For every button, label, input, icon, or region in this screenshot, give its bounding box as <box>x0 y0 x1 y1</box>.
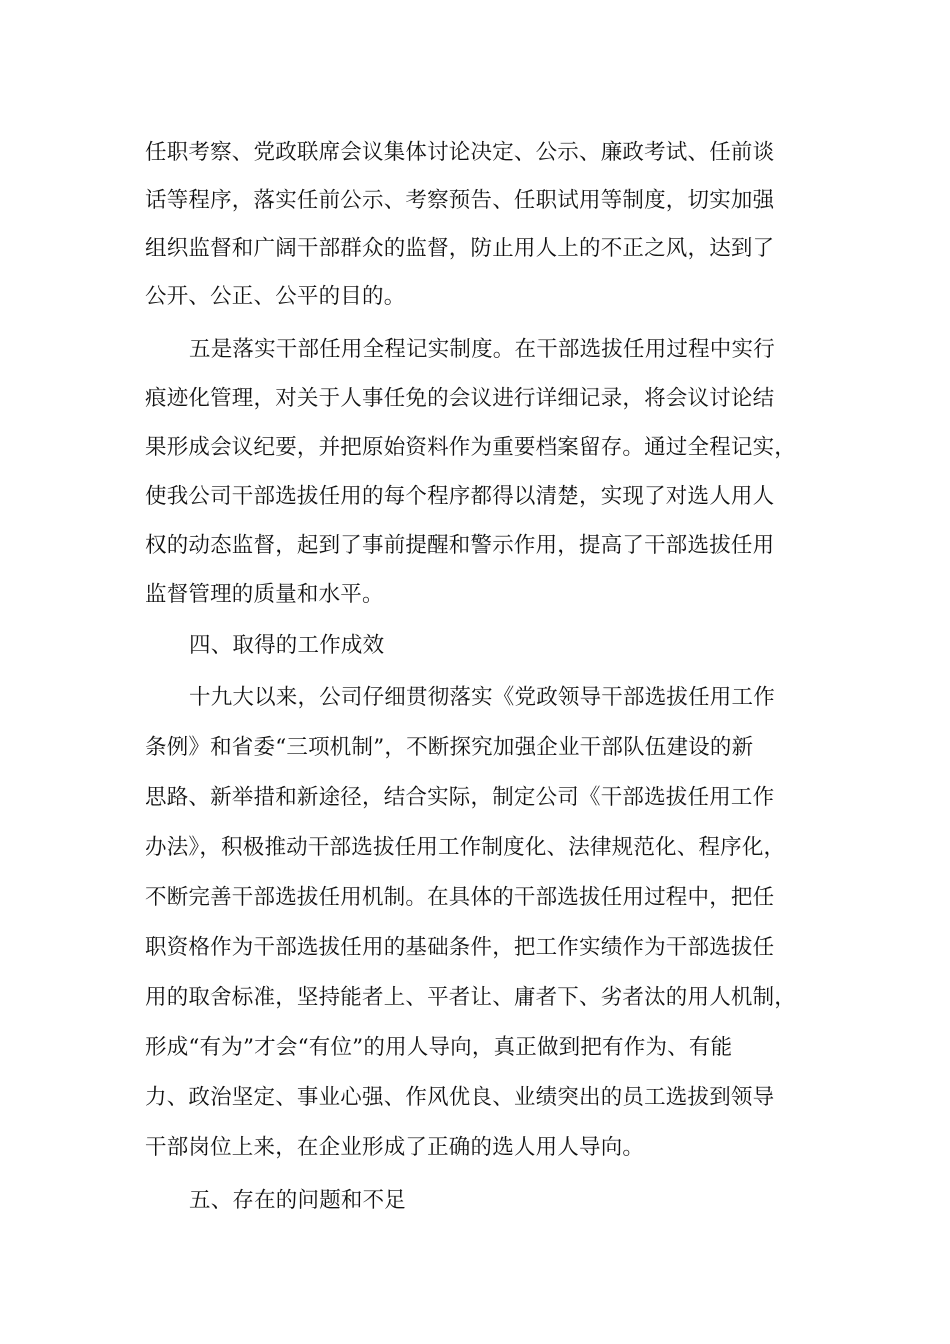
text-line: 痕迹化管理，对关于人事任免的会议进行详细记录，将会议讨论结 <box>145 386 775 411</box>
section-heading-4: 四、取得的工作成效 <box>189 633 385 658</box>
text-line: 办法》，积极推动干部选拔任用工作制度化、法律规范化、程序化， <box>145 835 786 860</box>
text-line: 干部岗位上来，在企业形成了正确的选人用人导向。 <box>145 1135 645 1160</box>
text-line: 公开、公正、公平的目的。 <box>145 284 406 309</box>
text-line: 用的取舍标准，坚持能者上、平者让、庸者下、劣者汰的用人机制， <box>145 985 797 1010</box>
text-line: 条例》和省委“三项机制”，不断探究加强企业干部队伍建设的新 <box>145 735 754 760</box>
paragraph-start-line: 十九大以来，公司仔细贯彻落实《党政领导干部选拔任用工作 <box>189 685 775 710</box>
text-line: 组织监督和广阔干部群众的监督，防止用人上的不正之风，达到了 <box>145 236 775 261</box>
text-line: 话等程序，落实任前公示、考察预告、任职试用等制度，切实加强 <box>145 188 775 213</box>
text-line: 思路、新举措和新途径，结合实际，制定公司《干部选拔任用工作 <box>145 785 775 810</box>
text-line: 使我公司干部选拔任用的每个程序都得以清楚，实现了对选人用人 <box>145 484 775 509</box>
section-heading-5: 五、存在的问题和不足 <box>189 1188 407 1213</box>
text-line: 任职考察、党政联席会议集体讨论决定、公示、廉政考试、任前谈 <box>145 140 775 165</box>
text-line: 监督管理的质量和水平。 <box>145 582 384 607</box>
paragraph-start-line: 五是落实干部任用全程记实制度。在干部选拔任用过程中实行 <box>189 337 775 362</box>
text-line: 不断完善干部选拔任用机制。在具体的干部选拔任用过程中，把任 <box>145 885 775 910</box>
text-line: 力、政治坚定、事业心强、作风优良、业绩突出的员工选拔到领导 <box>145 1085 775 1110</box>
text-line: 形成“有为”才会“有位”的用人导向，真正做到把有作为、有能 <box>145 1035 733 1060</box>
text-line: 权的动态监督，起到了事前提醒和警示作用，提高了干部选拔任用 <box>145 533 775 558</box>
text-line: 果形成会议纪要，并把原始资料作为重要档案留存。通过全程记实， <box>145 435 797 460</box>
text-line: 职资格作为干部选拔任用的基础条件，把工作实绩作为干部选拔任 <box>145 935 775 960</box>
